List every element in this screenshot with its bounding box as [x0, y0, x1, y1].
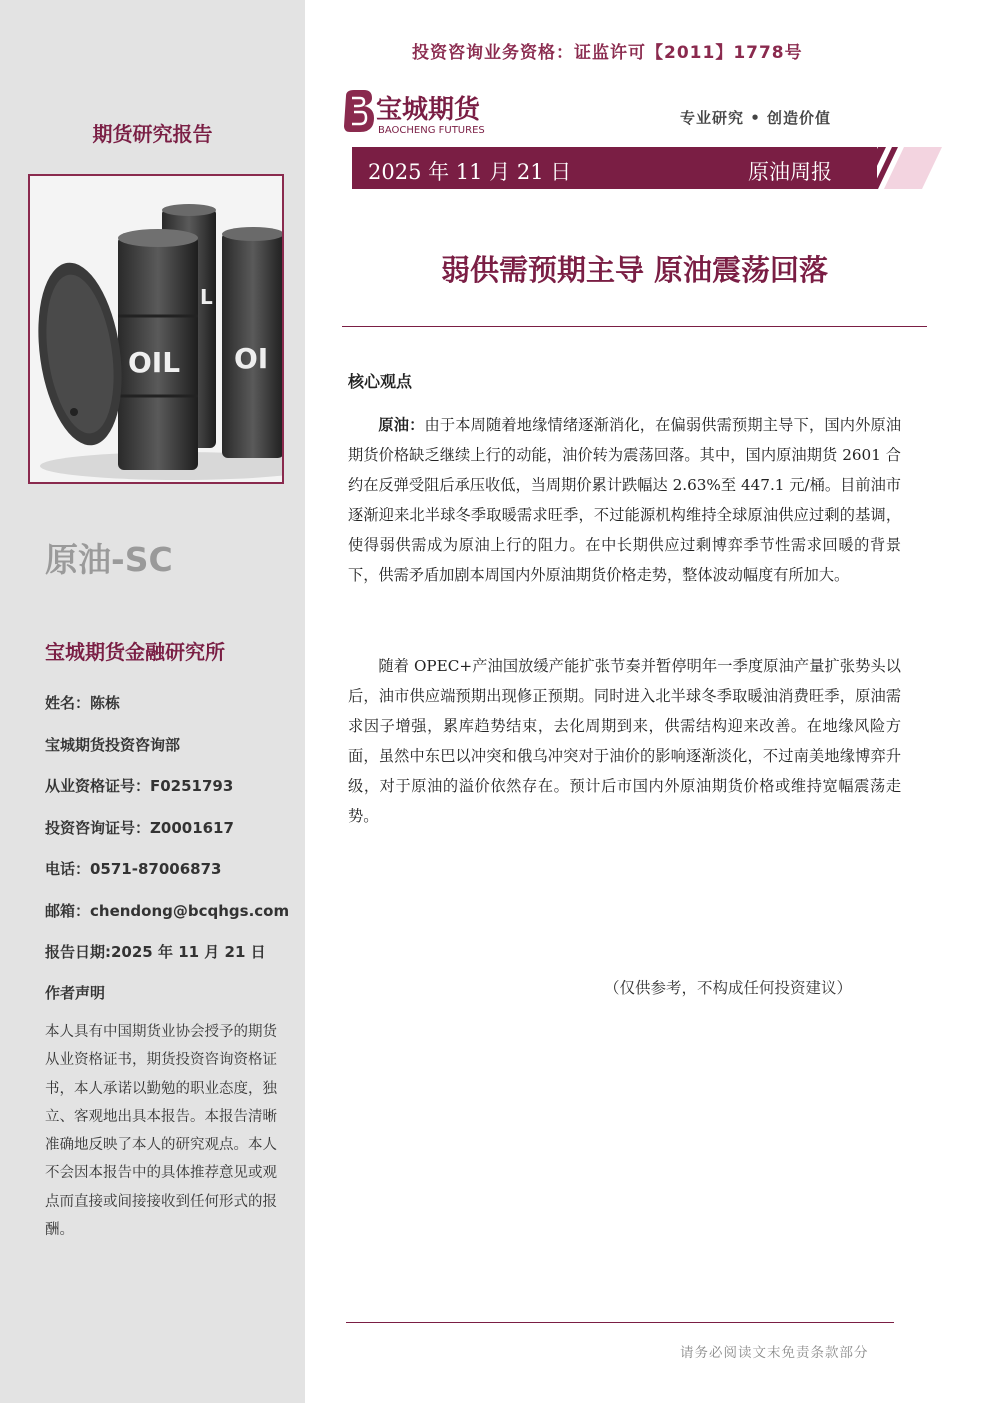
- oil-barrels-image: [28, 174, 284, 484]
- department: 宝城期货投资咨询部: [45, 736, 181, 754]
- product-name: 原油-SC: [45, 540, 173, 579]
- banner-stripes: [858, 147, 942, 189]
- paragraph-2: 随着 OPEC+产油国放缓产能扩张节奏并暂停明年一季度原油产量扩张势头以后，油市供应端预期出现修正预期。同时进入北半球冬季取暖油消费旺季，原油需求因子增强，累库趋势结束，去化周期到来，供需结构迎来改善。在地缘风险方面，虽然中东巴以冲突和俄乌冲突对于油价的影响逐渐淡化，不过南美地缘博弈升级，对于原油的溢价依然存在。预计后市国内外原油期货价格或维持宽幅震荡走势。: [348, 657, 901, 826]
- svg-text:宝城期货: 宝城期货: [376, 95, 481, 125]
- banner-report-type: 原油周报: [748, 160, 832, 184]
- cert-number: 从业资格证号：F0251793: [45, 777, 234, 795]
- disclaimer: （仅供参考，不构成任何投资建议）: [604, 979, 853, 997]
- company-logo: [342, 88, 512, 138]
- phone: 电话：0571-87006873: [45, 860, 222, 878]
- statement-title: 作者声明: [45, 984, 106, 1002]
- report-category: 期货研究报告: [92, 122, 213, 146]
- section-title: 核心观点: [348, 372, 413, 391]
- advisory-number: 投资咨询证号：Z0001617: [45, 819, 234, 837]
- report-date: 报告日期:2025 年 11 月 21 日: [45, 943, 266, 961]
- author-statement: 本人具有中国期货业协会授予的期货从业资格证书，期货投资咨询资格证书，本人承诺以勤勉的职业态度，独立、客观地出具本报告。本报告清晰准确地反映了本人的研究观点。本人不会因本报告中的具体推荐意见或观点而直接或间接接收到任何形式的报酬。: [45, 1024, 277, 1239]
- svg-text:OI: OI: [234, 342, 269, 375]
- svg-text:BAOCHENG FUTURES: BAOCHENG FUTURES: [378, 125, 485, 136]
- paragraph-1: [348, 410, 901, 591]
- paragraph-1-lead: 原油：: [378, 416, 425, 434]
- slogan: 专业研究 • 创造价值: [680, 109, 832, 127]
- analyst-name: 姓名：陈栋: [45, 694, 121, 712]
- oil-barrels-illustration: [30, 176, 282, 482]
- institute-name: 宝城期货金融研究所: [45, 640, 225, 664]
- footer-note: 请务必阅读文末免责条款部分: [680, 1345, 869, 1361]
- svg-text:L: L: [200, 285, 213, 309]
- svg-text:OIL: OIL: [128, 346, 181, 379]
- logo-mark: [342, 88, 512, 138]
- report-title: 弱供需预期主导 原油震荡回落: [440, 253, 829, 287]
- banner-date: 2025 年 11 月 21 日: [368, 160, 572, 184]
- qualification-line: 投资咨询业务资格：证监许可【2011】1778号: [412, 43, 803, 63]
- footer-divider: [346, 1322, 894, 1323]
- paragraph-1-text: 由于本周随着地缘情绪逐渐消化，在偏弱供需预期主导下，国内外原油期货价格缺乏继续上行的动能，油价转为震荡回落。其中，国内原油期货 2601 合约在反弹受阻后承压收低，当周期价累计跌幅达 2.63%至 447.1 元/桶。目前油市逐渐迎来北半球冬季取暖需求旺季，不过能源机构维持全球原油供应过剩的基调，使得弱供需成为原油上行的阻力。在中长期供应过剩博弈季节性需求回暖的背景下，供需矛盾加剧本周国内外原油期货价格走势，整体波动幅度有所加大。: [348, 416, 902, 585]
- title-divider: [342, 326, 927, 327]
- email[interactable]: 邮箱：chendong@bcqhgs.com: [45, 902, 290, 920]
